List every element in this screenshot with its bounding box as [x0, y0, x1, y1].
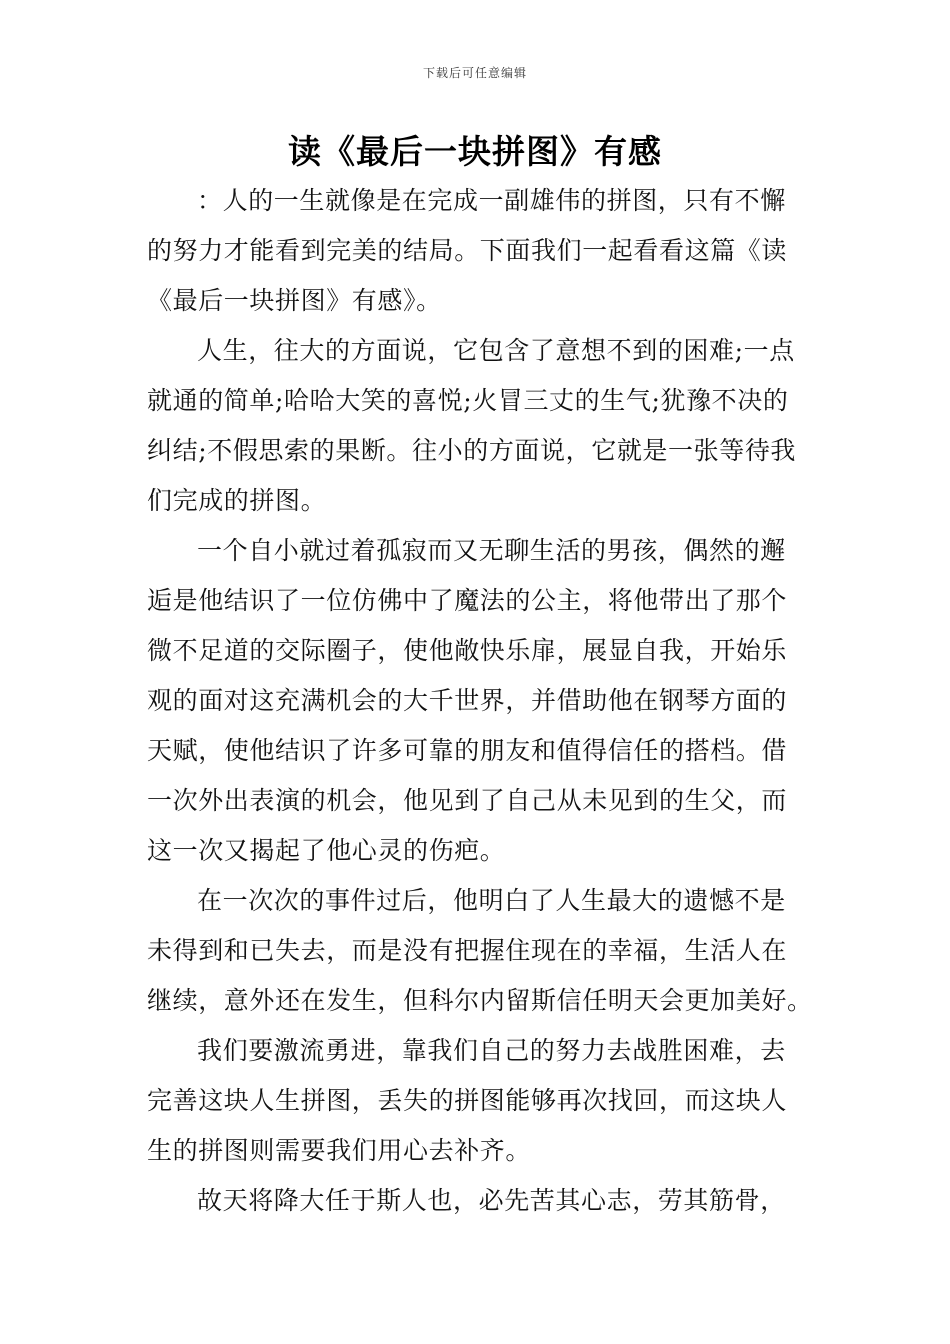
paragraph-line: 一个自小就过着孤寂而又无聊生活的男孩，偶然的邂 — [197, 536, 786, 565]
paragraph-6 — [147, 1176, 807, 1226]
paragraph-line: 《最后一块拼图》有感》。 — [147, 286, 442, 315]
paragraph-line: 生的拼图则需要我们用心去补齐。 — [147, 1136, 532, 1165]
paragraph-line: ：人的一生就像是在完成一副雄伟的拼图，只有不懈 — [197, 186, 786, 215]
paragraph-line: 一次外出表演的机会，他见到了自己从未见到的生父，而 — [147, 786, 788, 815]
paragraph-line: 在一次次的事件过后，他明白了人生最大的遗憾不是 — [197, 886, 786, 915]
paragraph-3 — [147, 526, 807, 876]
paragraph-line: 未得到和已失去，而是没有把握住现在的幸福，生活人在 — [147, 936, 788, 965]
paragraph-line: 完善这块人生拼图，丢失的拼图能够再次找回，而这块人 — [147, 1086, 788, 1115]
paragraph-line: 纠结;不假思索的果断。往小的方面说，它就是一张等待我 — [147, 436, 797, 465]
paragraph-1 — [147, 176, 807, 326]
paragraph-line: 逅是他结识了一位仿佛中了魔法的公主，将他带出了那个 — [147, 586, 788, 615]
paragraph-line: 人生，往大的方面说，它包含了意想不到的困难;一点 — [197, 336, 795, 365]
paragraph-line: 我们要激流勇进，靠我们自己的努力去战胜困难，去 — [197, 1036, 786, 1065]
page-header-note: 下载后可任意编辑 — [422, 66, 527, 80]
paragraph-5 — [147, 1026, 807, 1176]
paragraph-line: 观的面对这充满机会的大千世界，并借助他在钢琴方面的 — [147, 686, 788, 715]
document-title: 读《最后一块拼图》有感 — [288, 132, 662, 171]
paragraph-line: 这一次又揭起了他心灵的伤疤。 — [147, 836, 506, 865]
paragraph-2 — [147, 326, 807, 526]
paragraph-line: 故天将降大任于斯人也，必先苦其心志，劳其筋骨， — [197, 1186, 786, 1215]
paragraph-line: 天赋，使他结识了许多可靠的朋友和值得信任的搭档。借 — [147, 736, 788, 765]
document-body — [147, 176, 813, 1226]
paragraph-line: 就通的简单;哈哈大笑的喜悦;火冒三丈的生气;犹豫不决的 — [147, 386, 789, 415]
paragraph-4 — [147, 876, 813, 1026]
paragraph-line: 们完成的拼图。 — [147, 486, 327, 515]
paragraph-line: 的努力才能看到完美的结局。下面我们一起看看这篇《读 — [147, 236, 788, 265]
paragraph-line: 继续，意外还在发生，但科尔内留斯信任明天会更加美好。 — [147, 986, 813, 1015]
paragraph-line: 微不足道的交际圈子，使他敞快乐扉，展显自我，开始乐 — [147, 636, 788, 665]
